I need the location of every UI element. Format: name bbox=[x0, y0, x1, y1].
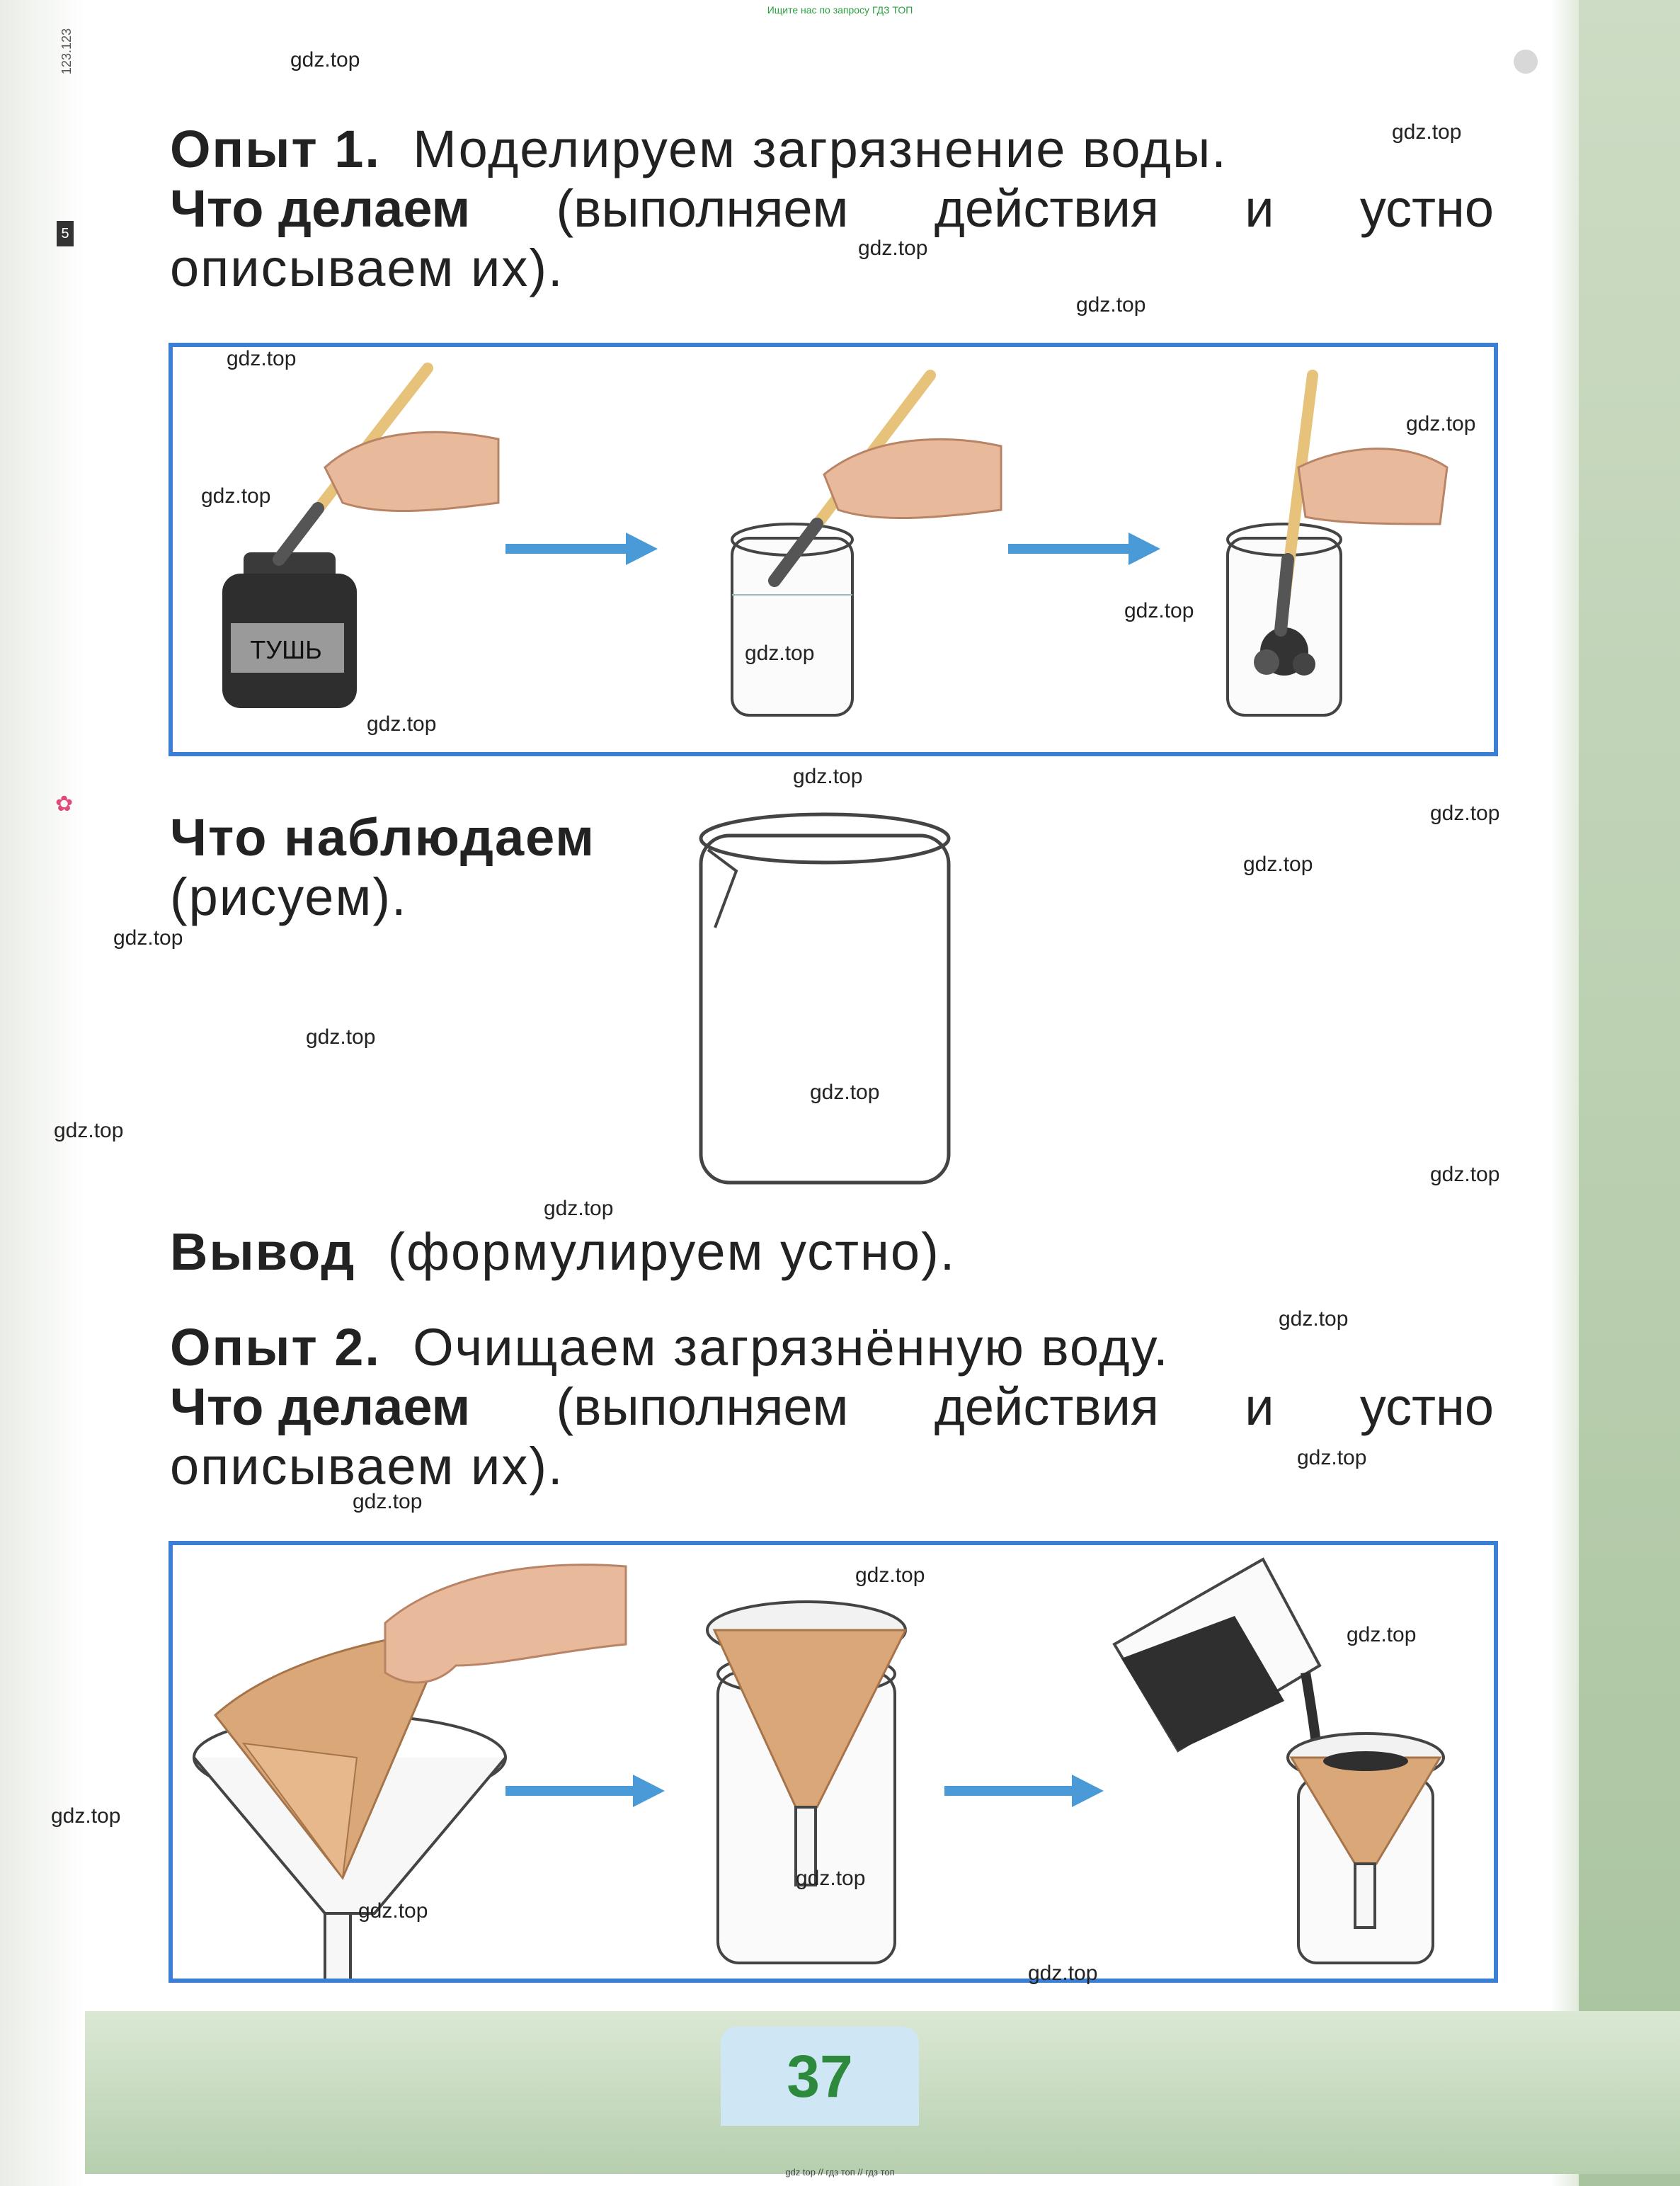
experiment1-illustration bbox=[173, 347, 1494, 752]
watermark: gdz.top bbox=[1243, 853, 1313, 876]
watermark: gdz.top bbox=[306, 1025, 376, 1049]
watermark: gdz.top bbox=[367, 712, 437, 736]
conclusion-bold: Вывод bbox=[170, 1222, 356, 1281]
experiment2-do-word: и bbox=[1245, 1377, 1274, 1436]
top-note: Ищите нас по запросу ГДЗ ТОП bbox=[767, 4, 913, 16]
glass-with-funnel-icon bbox=[1288, 1734, 1444, 1963]
side-code: 123.123 bbox=[59, 28, 74, 75]
watermark: gdz.top bbox=[290, 48, 360, 72]
corner-dot bbox=[1514, 50, 1538, 74]
watermark: gdz.top bbox=[1347, 1623, 1417, 1646]
experiment1-do-word: устно bbox=[1359, 179, 1494, 238]
experiment1-do-line2: описываем их). bbox=[170, 239, 564, 297]
empty-glass-drawing-area[interactable] bbox=[694, 807, 956, 1190]
watermark: gdz.top bbox=[855, 1564, 925, 1587]
experiment1-do-bold: Что делаем bbox=[170, 179, 471, 238]
watermark: gdz.top bbox=[1430, 1163, 1500, 1186]
watermark: gdz.top bbox=[1430, 802, 1500, 825]
arrow-right-icon bbox=[505, 533, 658, 565]
arrow-right-icon bbox=[1008, 533, 1160, 565]
watermark: gdz.top bbox=[1076, 293, 1146, 317]
watermark: gdz.top bbox=[1392, 120, 1462, 144]
watermark: gdz.top bbox=[1297, 1446, 1367, 1469]
watermark: gdz.top bbox=[793, 765, 863, 788]
experiment2-title bbox=[170, 1317, 1170, 1377]
experiment1-do-word: (выполняем bbox=[556, 179, 849, 238]
experiment1-title-bold: Опыт 1. bbox=[170, 120, 381, 178]
watermark: gdz.top bbox=[51, 1804, 121, 1828]
watermark: gdz.top bbox=[810, 1081, 880, 1104]
arrow-right-icon bbox=[944, 1775, 1104, 1807]
glass-with-funnel-icon bbox=[707, 1602, 905, 1963]
watermark: gdz.top bbox=[544, 1197, 614, 1220]
watermark: gdz.top bbox=[227, 347, 297, 370]
watermark: gdz.top bbox=[353, 1490, 423, 1513]
watermark: gdz.top bbox=[358, 1899, 428, 1923]
experiment2-do-word: действия bbox=[934, 1377, 1159, 1436]
experiment2-do-bold: Что делаем bbox=[170, 1377, 471, 1436]
experiment2-do-word: (выполняем bbox=[556, 1377, 849, 1436]
experiment1-title-text: Моделируем загрязнение воды. bbox=[413, 120, 1228, 178]
arrow-right-icon bbox=[505, 1775, 665, 1807]
watermark: gdz.top bbox=[745, 642, 815, 665]
experiment1-title bbox=[170, 119, 1228, 179]
hand-icon bbox=[385, 1565, 626, 1683]
watermark: gdz.top bbox=[1279, 1307, 1349, 1331]
experiment1-do-word: действия bbox=[934, 179, 1159, 238]
flower-icon: ✿ bbox=[55, 792, 74, 816]
experiment2-title-text: Очищаем загрязнённую воду. bbox=[413, 1318, 1170, 1377]
experiment2-do-line2: описываем их). bbox=[170, 1437, 564, 1496]
watermark: gdz.top bbox=[1124, 599, 1194, 622]
watermark: gdz.top bbox=[113, 926, 183, 950]
observe-bold: Что наблюдаем bbox=[170, 808, 596, 867]
right-page-edge bbox=[1579, 0, 1680, 2186]
conclusion-text: (формулируем устно). bbox=[387, 1222, 956, 1281]
watermark: gdz.top bbox=[858, 237, 928, 260]
hand-with-brush-icon bbox=[279, 368, 498, 559]
watermark: gdz.top bbox=[1028, 1962, 1098, 1985]
experiment2-title-bold: Опыт 2. bbox=[170, 1318, 381, 1377]
side-number: 5 bbox=[57, 221, 74, 246]
page-number-badge: 37 bbox=[721, 2027, 919, 2126]
observe-instruction: (рисуем). bbox=[170, 867, 408, 926]
ink-bottle-icon bbox=[222, 552, 357, 708]
watermark: gdz.top bbox=[54, 1119, 124, 1142]
book-spine bbox=[0, 0, 85, 2186]
experiment2-do-line bbox=[170, 1377, 1494, 1437]
watermark: gdz.top bbox=[201, 484, 271, 508]
conclusion-line bbox=[170, 1222, 956, 1282]
bottle-label: ТУШЬ bbox=[250, 635, 322, 664]
experiment1-do-word: и bbox=[1245, 179, 1274, 238]
watermark: gdz.top bbox=[1406, 412, 1476, 436]
experiment1-illustration-panel bbox=[168, 343, 1498, 756]
bottom-note: gdz top // гдз топ // гдз топ bbox=[785, 2167, 895, 2178]
observe-heading bbox=[170, 807, 595, 867]
experiment1-do-line bbox=[170, 178, 1494, 239]
experiment2-do-word: устно bbox=[1359, 1377, 1494, 1436]
watermark: gdz.top bbox=[796, 1867, 866, 1890]
